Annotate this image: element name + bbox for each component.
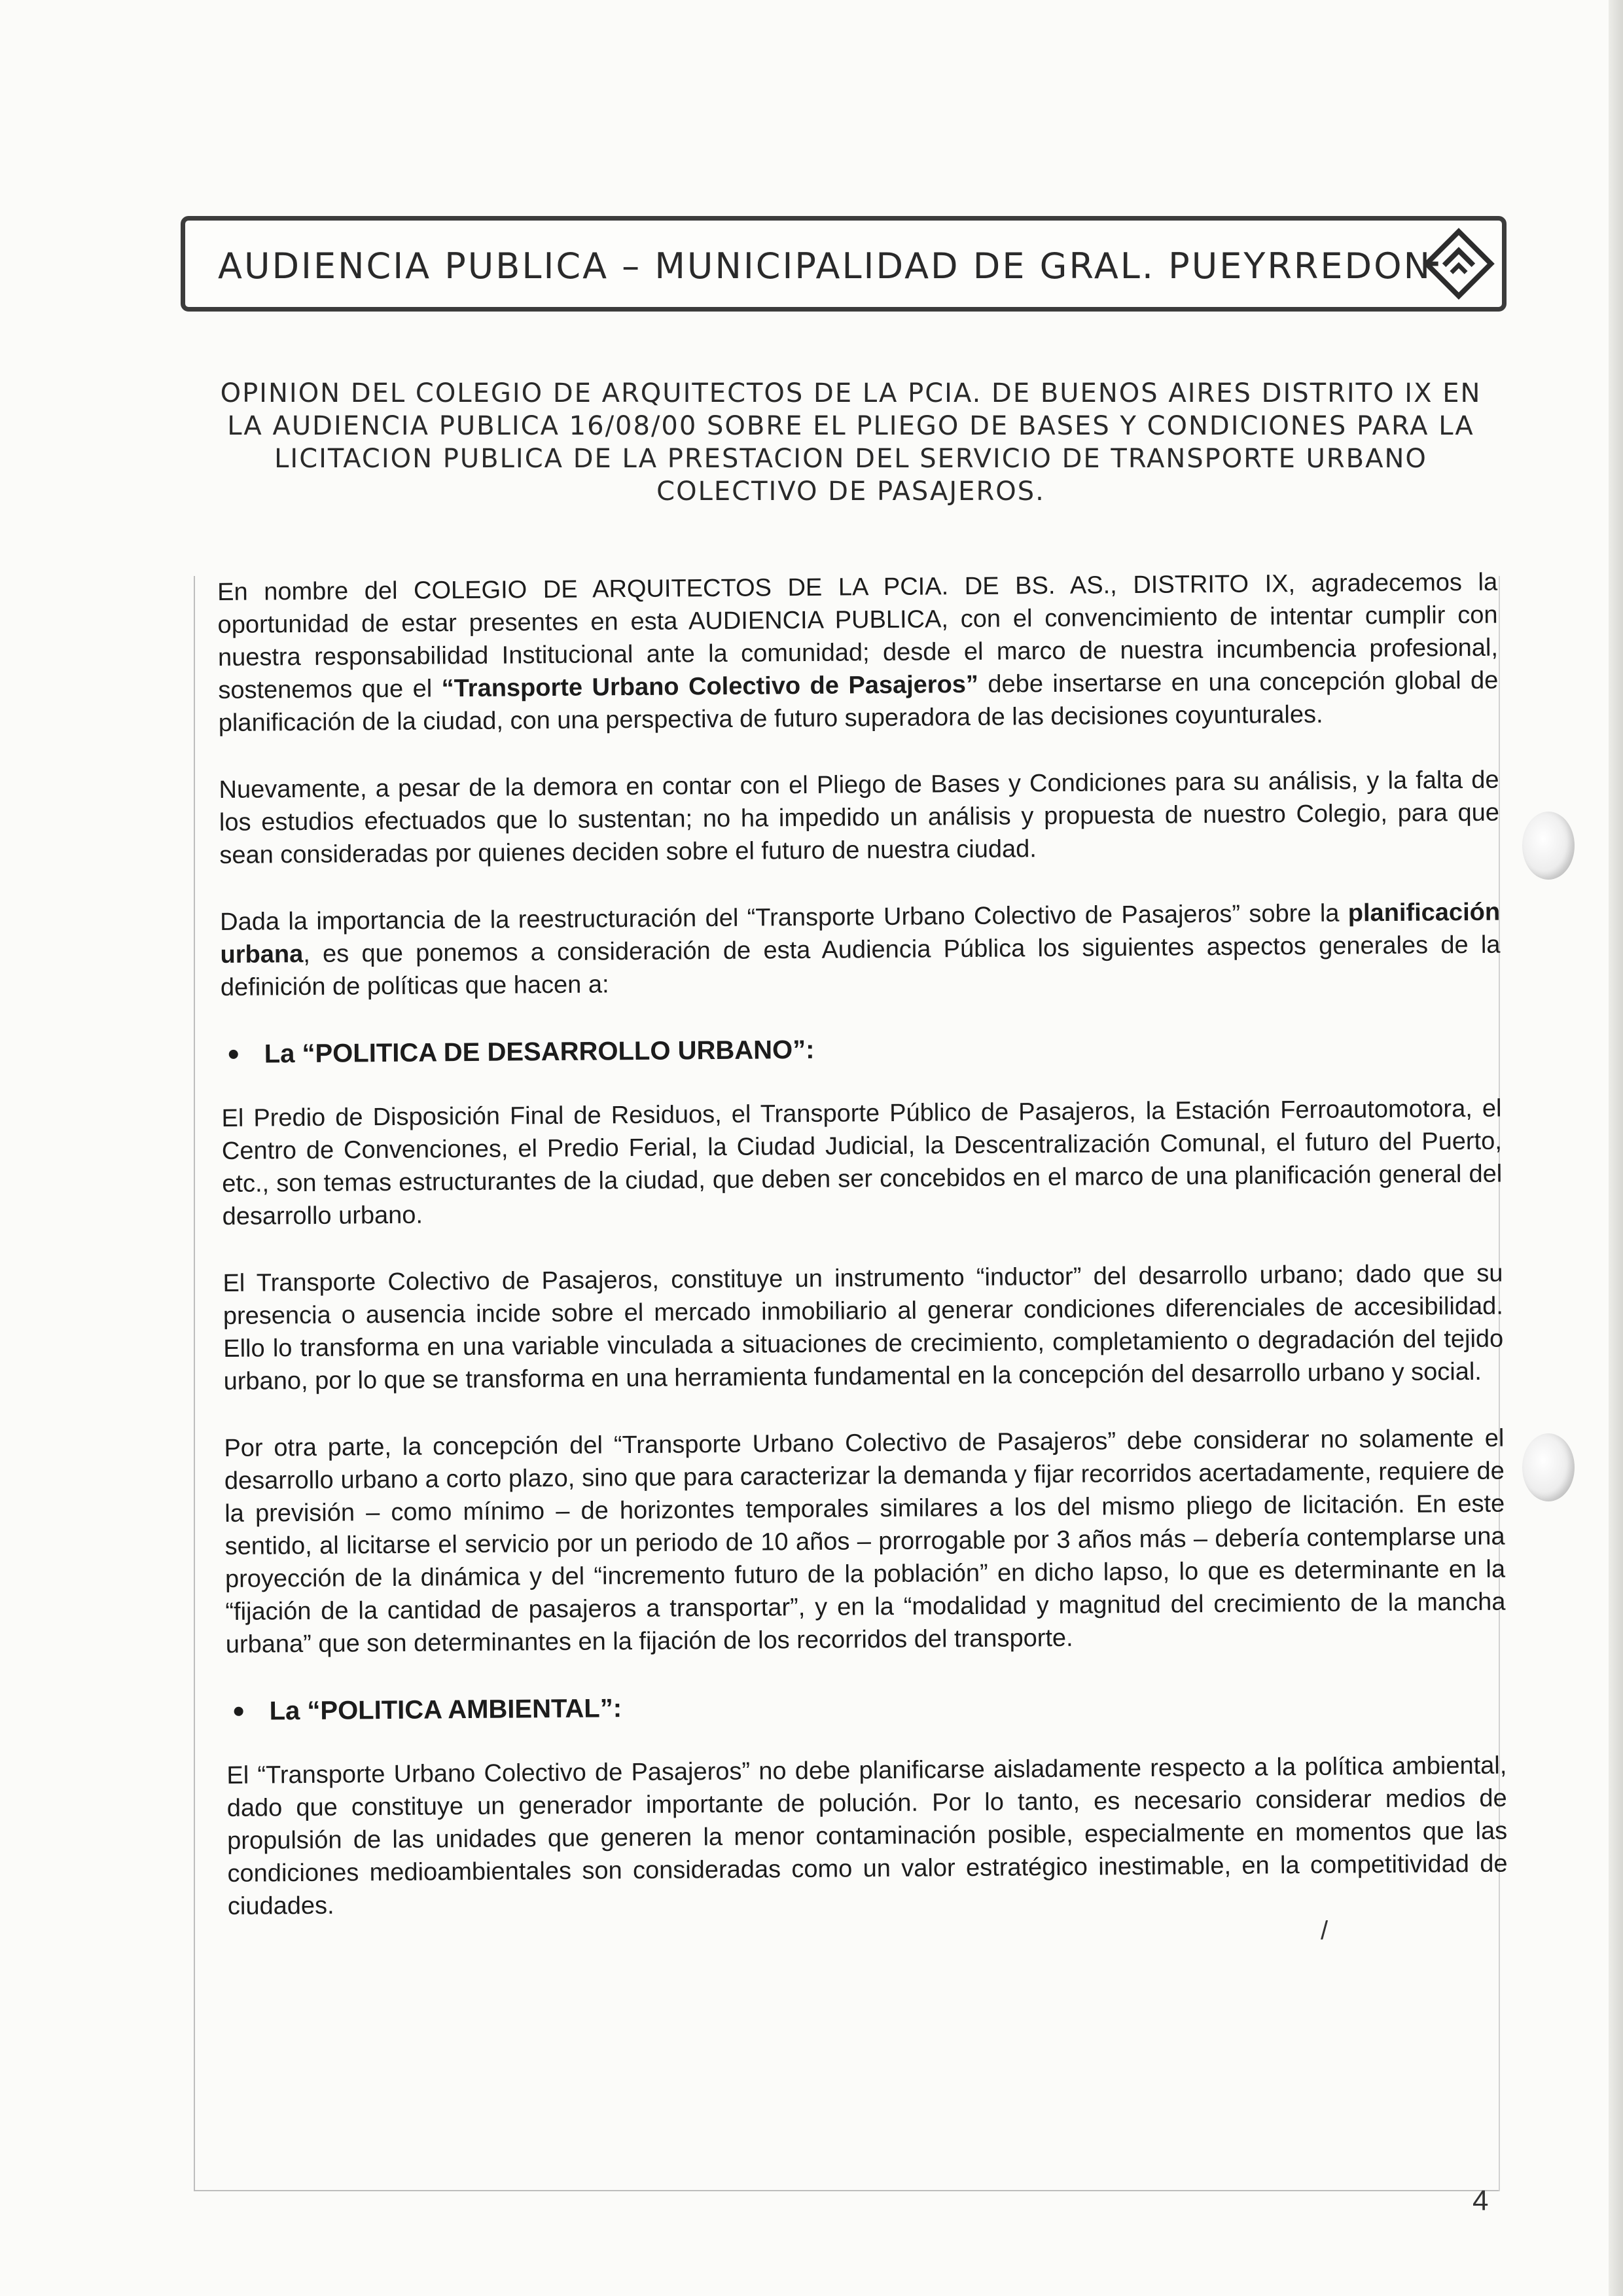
paragraph: Nuevamente, a pesar de la demora en contar con el Pliego de Bases y Condiciones para su análisis, y la falta de los estudios efectuados que lo sustentan; no ha impedido un análisis y propuesta de nuestro Colegio, para que sean consideradas por quienes deciden sobre el futuro de nuestra ciudad. [219, 766, 1500, 869]
paragraph: El Predio de Disposición Final de Residuos, el Transporte Público de Pasajeros, la Estación Ferroautomotora, el Centro de Convenciones, el Predio Ferial, la Ciudad Judicial, la Descentralización Comunal, el futuro del Puerto, etc., son temas estructurantes de la ciudad, que deben ser concebidos en el marco de una planificación general del desarrollo urbano. [221, 1094, 1503, 1230]
paragraph: El “Transporte Urbano Colectivo de Pasajeros” no debe planificarse aisladamente respecto a la política ambiental, dado que constituye un generador importante de polución. Por lo tanto, es necesario considerar medios de propulsión de las unidades que generen la menor contaminación posible, especialmente en momentos que las condiciones medioambientales son consideradas como un valor estratégico inestimable, en la competitividad de ciudades. [226, 1751, 1508, 1920]
paragraph: Por otra parte, la concepción del “Transporte Urbano Colectivo de Pasajeros” debe considerar no solamente el desarrollo urbano a corto plazo, sino que para caracterizar la demanda y fijar recorridos acertadamente, requiere de la previsión – como mínimo – de horizontes temporales similares a los del mismo pliego de licitación. En este sentido, al licitarse el servicio por un periodo de 10 años – prorrogable por 3 años más – debería contemplarse una proyección de la dinámica y del “incremento futuro de la población” en dicho lapso, lo que es determinante en la “fijación de la cantidad de pasajeros a transportar”, y en la “modalidad y magnitud del crecimiento de la mancha urbana” que son determinantes en la fijación de los recorridos del transporte. [224, 1424, 1506, 1659]
frame-left-line [194, 576, 195, 2191]
frame-bottom-line [194, 2190, 1499, 2191]
bold-phrase: “Transporte Urbano Colectivo de Pasajeros” [441, 670, 979, 703]
section-heading-urban-policy: La “POLITICA DE DESARROLLO URBANO”: [221, 1028, 1501, 1071]
section-heading-environmental-policy: La “POLITICA AMBIENTAL”: [226, 1685, 1506, 1728]
header-title: AUDIENCIA PUBLICA – MUNICIPALIDAD DE GRAL. PUEYRREDON [218, 245, 1433, 287]
bullet-icon [229, 1050, 238, 1059]
page-number: 4 [1472, 2185, 1489, 2217]
bullet-icon [234, 1707, 243, 1716]
page-edge-shadow [1609, 0, 1623, 2296]
paragraph: El Transporte Colectivo de Pasajeros, constituye un instrumento “inductor” del desarrollo urbano; dado que su presencia o ausencia incide sobre el mercado inmobiliario al generar condiciones diferenciales de accesibilidad. Ello lo transforma en una variable vinculada a situaciones de crecimiento, completamiento o degradación del tejido urbano, por lo que se transforma en una herramienta fundamental en la concepción del desarrollo urbano y social. [223, 1259, 1504, 1395]
paragraph: En nombre del COLEGIO DE ARQUITECTOS DE LA PCIA. DE BS. AS., DISTRITO IX, agradecemos la oportunidad de estar presentes en esta AUDIENCIA PUBLICA, con el convencimiento de intentar cumplir con nuestra responsabilidad Institucional ante la comunidad; desde el marco de nuestra incumbencia profesional, sostenemos que el “Transporte Urbano Colectivo de Pasajeros” debe insertarse en una concepción global de planificación de la ciudad, con una perspectiva de futuro superadora de las decisiones coyunturales. [217, 568, 1499, 737]
header-banner [181, 216, 1507, 312]
punch-hole [1522, 1433, 1575, 1501]
stray-mark: / [1321, 1916, 1329, 1945]
municipal-logo-icon [1422, 227, 1495, 300]
document-subtitle: OPINION DEL COLEGIO DE ARQUITECTOS DE LA PCIA. DE BUENOS AIRES DISTRITO IX EN LA AUDIENCIA PUBLICA 16/08/00 SOBRE EL PLIEGO DE BASES Y CONDICIONES PARA LA LICITACION PUBLICA DE LA PRESTACION DEL SERVICIO DE TRANSPORTE URBANO COLECTIVO DE PASAJEROS. [220, 378, 1482, 507]
paragraph: Dada la importancia de la reestructuración del “Transporte Urbano Colectivo de Pasajeros” sobre la planificación urbana, es que ponemos a consideración de esta Audiencia Pública los siguientes aspectos generales de la definición de políticas que hacen a: [219, 898, 1501, 1001]
bold-phrase: planificación urbana [220, 898, 1501, 969]
document-body [217, 566, 1508, 1957]
punch-hole [1522, 812, 1575, 880]
